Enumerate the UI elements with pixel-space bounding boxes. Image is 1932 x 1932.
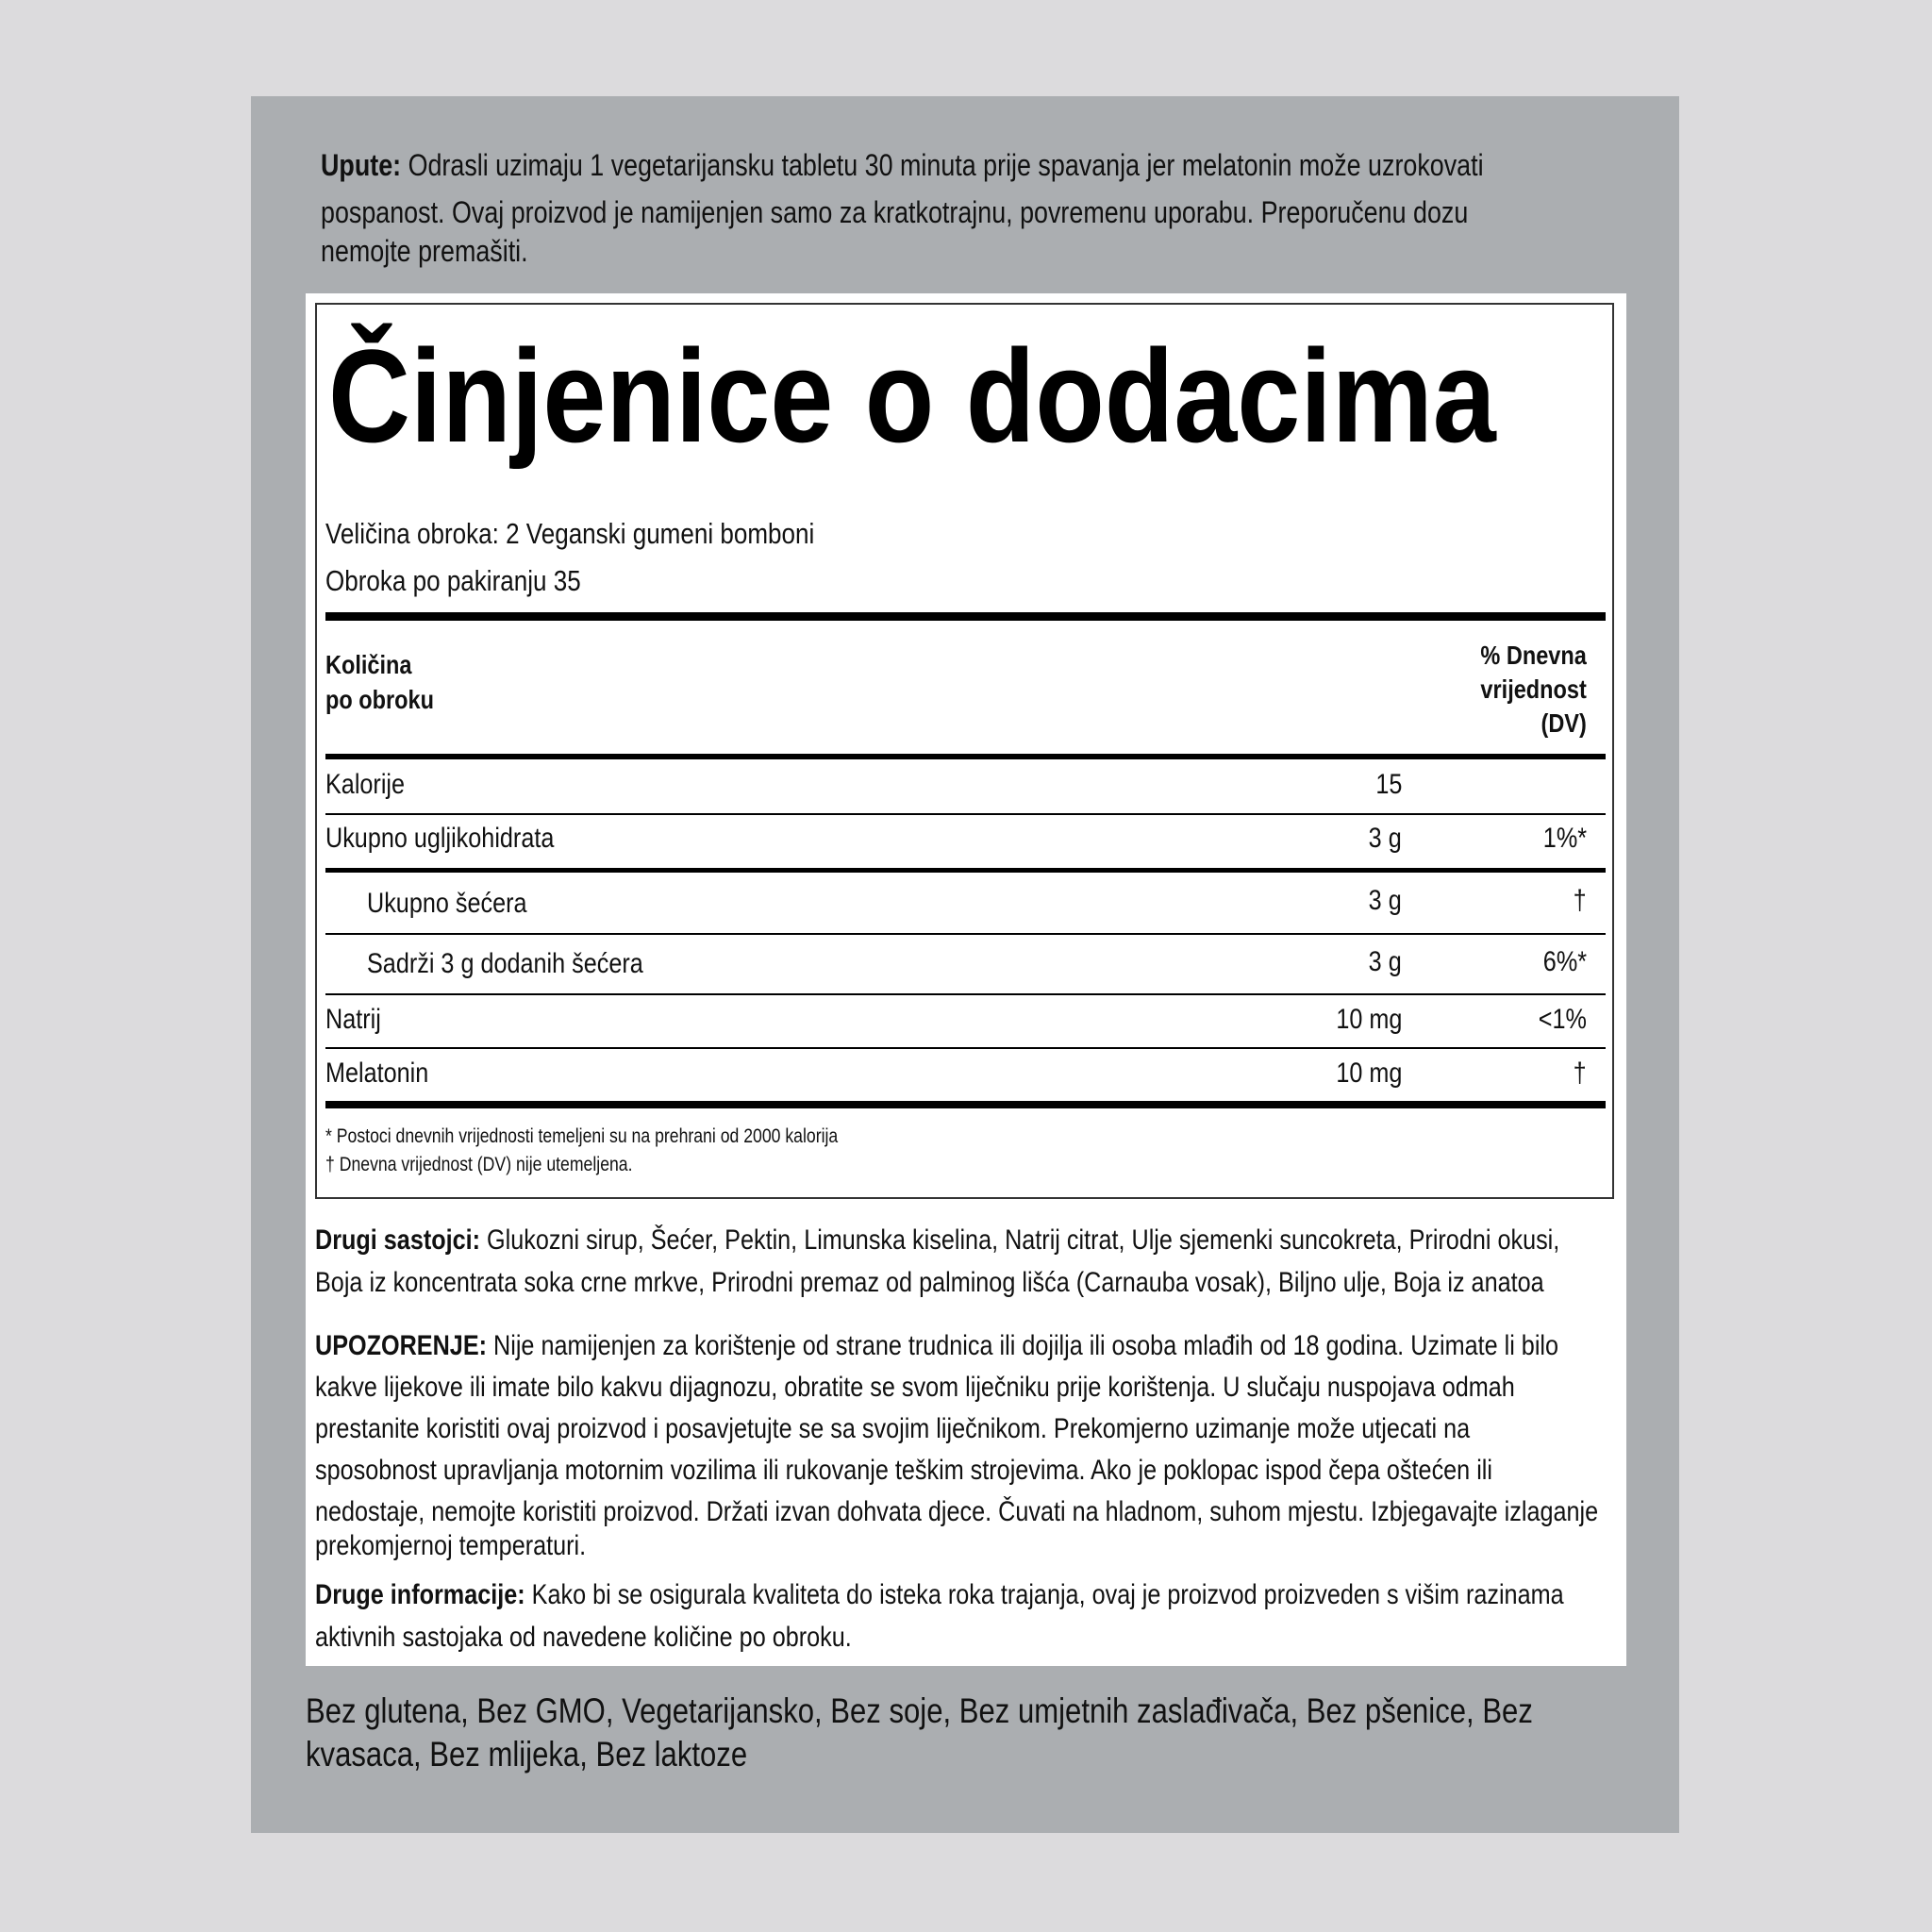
row-name: Kalorije — [325, 769, 406, 800]
header-amount — [325, 647, 434, 717]
row-divider — [325, 813, 1606, 815]
directions-line2: pospanost. Ovaj proizvod je namijenjen samo za kratkotrajnu, povremenu uporabu. Preporučenu dozu — [321, 195, 1469, 229]
warning-label: UPOZORENJE: — [315, 1330, 488, 1361]
free-from-line: Bez glutena, Bez GMO, Vegetarijansko, Bez soje, Bez umjetnih zaslađivača, Bez pšenice, Bez — [306, 1691, 1533, 1730]
header-dv-line: % Dnevna — [1480, 641, 1587, 670]
row-amount: 10 mg — [1335, 1004, 1402, 1035]
row-amount: 3 g — [1368, 823, 1402, 854]
directions-line3: nemojte premašiti. — [321, 234, 528, 268]
header-dv — [1481, 639, 1587, 741]
row-name: Ukupno šećera — [367, 888, 527, 919]
other-info-label: Druge informacije: — [315, 1579, 525, 1610]
warning-line: kakve lijekove ili imate bilo kakvu dijagnozu, obratite se svom liječniku prije korištenja. U slučaju nuspojava odmah — [315, 1372, 1515, 1403]
warning-line: prestanite koristiti ovaj proizvod i posavjetujte se sa svojim liječnikom. Prekomjerno uzimanje može utjecati na — [315, 1413, 1471, 1444]
row-amount: 3 g — [1368, 946, 1402, 977]
row-name: Melatonin — [325, 1058, 429, 1089]
row-name: Sadrži 3 g dodanih šećera — [367, 948, 643, 979]
directions-label: Upute: — [321, 148, 402, 182]
other-ingredients-line2: Boja iz koncentrata soka crne mrkve, Prirodni premaz od palminog lišća (Carnauba vosak), Biljno ulje, Boja iz anatoa — [315, 1267, 1544, 1298]
footnote: † Dnevna vrijednost (DV) nije utemeljena. — [325, 1154, 633, 1175]
row-dv: <1% — [1538, 1004, 1587, 1035]
row-amount: 3 g — [1368, 885, 1402, 916]
header-dv-line: vrijednost — [1480, 675, 1587, 704]
warning-text: Nije namijenjen za korištenje od strane trudnica ili dojilja ili osoba mlađih od 18 godina. Uzimate li bilo — [487, 1330, 1559, 1361]
row-divider — [325, 1047, 1606, 1049]
other-ingredients-label: Drugi sastojci: — [315, 1224, 481, 1256]
thick-divider — [325, 612, 1606, 621]
warning-line: sposobnost upravljanja motornim vozilima ili rukovanje teškim strojevima. Ako je poklopac ispod čepa oštećen ili — [315, 1455, 1492, 1486]
warning-line: prekomjernoj temperaturi. — [315, 1530, 587, 1561]
row-dv: 6%* — [1542, 946, 1587, 977]
serving-size: Veličina obroka: 2 Veganski gumeni bomboni — [325, 517, 815, 550]
facts-title: Činjenice o dodacima — [328, 322, 1496, 470]
other-ingredients — [315, 1224, 1559, 1257]
row-amount: 15 — [1374, 769, 1402, 800]
row-dv: † — [1573, 1058, 1587, 1089]
other-info-line2: aktivnih sastojaka od navedene količine po obroku. — [315, 1622, 852, 1653]
row-name: Natrij — [325, 1004, 381, 1035]
row-divider — [325, 993, 1606, 995]
header-amount-line: po obroku — [325, 685, 434, 714]
warning — [315, 1325, 1598, 1567]
row-name: Ukupno ugljikohidrata — [325, 823, 555, 854]
warning-line — [315, 1325, 1598, 1367]
warning-line: nedostaje, nemojte koristiti proizvod. Držati izvan dohvata djece. Čuvati na hladnom, suhom mjestu. Izbjegavajte izlaganje — [315, 1496, 1599, 1527]
row-divider — [325, 933, 1606, 935]
row-amount: 10 mg — [1335, 1058, 1402, 1089]
free-from-line: kvasaca, Bez mlijeka, Bez laktoze — [306, 1735, 748, 1774]
row-dv: † — [1573, 885, 1587, 916]
thick-divider — [325, 1101, 1606, 1108]
row-divider — [325, 868, 1606, 873]
directions-text: Odrasli uzimaju 1 vegetarijansku tabletu 30 minuta prije spavanja jer melatonin može uzrokovati — [401, 148, 1484, 182]
other-info-text: Kako bi se osigurala kvaliteta do isteka roka trajanja, ovaj je proizvod proizveden s višim razinama — [525, 1579, 1564, 1610]
other-ingredients-text: Glukozni sirup, Šećer, Pektin, Limunska kiselina, Natrij citrat, Ulje sjemenki suncokreta, Prirodni okusi, — [480, 1224, 1560, 1256]
directions — [321, 148, 1484, 182]
servings-per-container: Obroka po pakiranju 35 — [325, 564, 581, 597]
divider — [325, 754, 1606, 759]
header-dv-line: (DV) — [1541, 708, 1587, 738]
footnote: * Postoci dnevnih vrijednosti temeljeni su na prehrani od 2000 kalorija — [325, 1125, 839, 1147]
row-dv: 1%* — [1542, 823, 1587, 854]
header-amount-line: Količina — [325, 650, 412, 679]
other-info — [315, 1579, 1564, 1611]
